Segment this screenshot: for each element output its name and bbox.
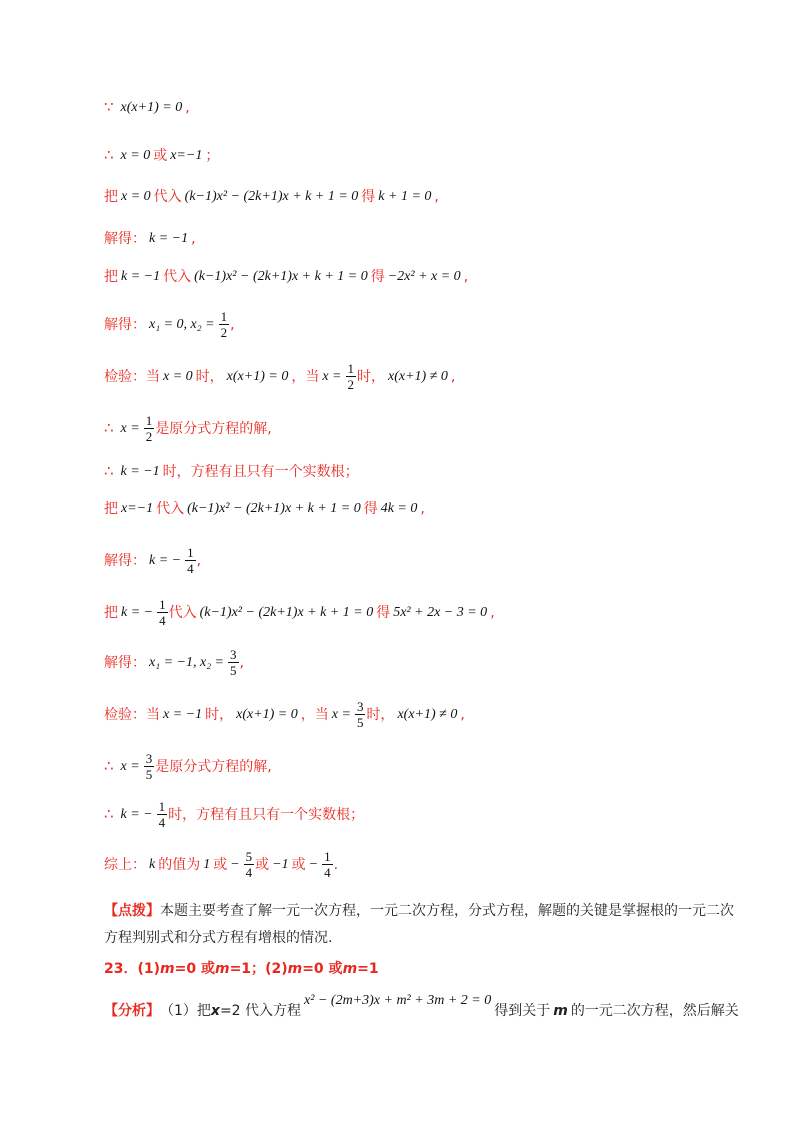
text: 代入 (168, 604, 197, 621)
fraction-numerator: 1 (347, 361, 354, 376)
therefore-symbol: ∴ (104, 462, 114, 480)
text: 是原分式方程的解, (155, 758, 272, 775)
variable: m (342, 961, 358, 977)
fraction-numerator: 5 (245, 849, 253, 864)
therefore-symbol: ∴ (104, 146, 114, 164)
text: 的值为 (158, 856, 201, 873)
text: 解得： (104, 654, 146, 671)
equation: k + 1 = 0 (378, 189, 432, 204)
equation: x(x+1) ≠ 0 (397, 706, 458, 722)
variable: m (214, 961, 230, 977)
step-line-14 (104, 700, 740, 729)
punct: ； (205, 147, 220, 164)
text: 得到关于 (494, 1003, 551, 1019)
text: 把 (104, 501, 118, 517)
step-line-11 (104, 546, 740, 575)
equation: k = −1 (121, 269, 161, 284)
equation: x(x+1) = 0 (226, 368, 289, 384)
step-line-2 (104, 148, 740, 163)
therefore-symbol: ∴ (104, 419, 114, 437)
punct: , (420, 501, 425, 517)
text: 或 (213, 856, 228, 873)
therefore-symbol: ∴ (104, 757, 114, 775)
fraction-denominator: 5 (145, 767, 153, 782)
fraction (355, 700, 366, 729)
step-line-7 (104, 362, 740, 391)
equation: x=−1 (121, 501, 154, 516)
equation: k = − (121, 604, 154, 620)
text: =0 或 (302, 961, 343, 977)
step-line-3 (104, 190, 740, 204)
equation: k = − (120, 806, 153, 822)
equation: x = (120, 758, 140, 774)
fraction-denominator: 5 (230, 663, 237, 678)
punct: , (185, 99, 190, 116)
equation: x(x+1) = 0 (120, 99, 183, 115)
text: ，当 (300, 706, 329, 723)
fraction-numerator: 1 (145, 413, 153, 428)
text: =2 代入方程 (219, 1003, 302, 1019)
step-line-4 (104, 232, 740, 246)
punct: , (460, 706, 465, 723)
variable: m (160, 961, 175, 977)
variable: m (553, 1003, 568, 1019)
text: 解得： (104, 552, 146, 569)
equation: 5x² + 2x − 3 = 0 (393, 604, 488, 620)
equation: x = 0 (121, 189, 151, 204)
fraction-denominator: 5 (356, 715, 364, 730)
text: （1）把 (160, 1003, 211, 1019)
value: 1 (203, 856, 211, 872)
part-2-label: (2) (265, 961, 288, 977)
text: 把 (104, 604, 118, 621)
analysis-line (104, 993, 740, 1019)
text: 时， (357, 368, 385, 385)
punct: , (191, 231, 196, 247)
tip-paragraph (104, 898, 740, 952)
fraction-denominator: 2 (220, 325, 228, 340)
fraction (228, 648, 239, 677)
text: 综上： (104, 856, 146, 873)
step-line-10 (104, 502, 740, 516)
text: 时，方程有且只有一个实数根； (168, 806, 365, 823)
equation: (k−1)x² − (2k+1)x + k + 1 = 0 (194, 269, 368, 284)
equation: x² − (2m+3)x + m² + 3m + 2 = 0 (304, 993, 492, 1008)
punct: , (490, 604, 495, 621)
punct: , (239, 654, 244, 671)
step-line-8 (104, 414, 740, 443)
text: 得 (376, 604, 391, 621)
text: 得 (363, 501, 378, 517)
equation: −2x² + x = 0 (387, 269, 461, 284)
punct: , (230, 316, 235, 333)
equation: x = (322, 368, 342, 384)
fraction-numerator: 1 (187, 545, 194, 560)
value-sign: − (308, 856, 319, 872)
equation: x(x+1) ≠ 0 (388, 368, 448, 384)
text: =1 (357, 961, 379, 977)
fraction (322, 850, 333, 879)
fraction-numerator: 1 (220, 309, 228, 324)
tip-tag: 【点拨】 (104, 903, 160, 919)
value: −1 (272, 856, 289, 872)
because-symbol: ∵ (104, 98, 114, 116)
step-line-13 (104, 648, 740, 677)
fraction (346, 362, 357, 391)
question-23-answer (104, 962, 740, 976)
fraction-denominator: 2 (145, 429, 153, 444)
fraction-denominator: 4 (187, 561, 194, 576)
variable: m (287, 961, 303, 977)
text: 解得： (104, 231, 146, 247)
fraction-numerator: 1 (324, 849, 331, 864)
text: 代入 (163, 269, 192, 285)
fraction-numerator: 3 (145, 751, 153, 766)
equation: k = −1 (149, 231, 189, 246)
text: 得 (370, 269, 385, 285)
step-line-1 (104, 100, 740, 115)
text: 代入 (153, 189, 182, 205)
text: 或 (291, 856, 306, 873)
equation: x = 0 (120, 147, 151, 163)
punct: . (333, 856, 339, 873)
step-line-16 (104, 800, 740, 829)
text: 解得： (104, 316, 146, 333)
punct: , (463, 269, 469, 285)
equation: 4k = 0 (380, 501, 418, 516)
equation: x = −1 (163, 706, 203, 722)
text: ，当 (291, 368, 320, 385)
text: 时， (366, 706, 395, 723)
fraction (219, 310, 230, 339)
therefore-symbol: ∴ (104, 805, 114, 823)
text: 时，方程有且只有一个实数根； (162, 463, 359, 480)
fraction (157, 598, 168, 627)
equation: (k−1)x² − (2k+1)x + k + 1 = 0 (184, 189, 359, 204)
text: 把 (104, 189, 118, 205)
question-number: 23． (104, 961, 138, 977)
text: 把 (104, 269, 118, 285)
equation: (k−1)x² − (2k+1)x + k + 1 = 0 (187, 501, 361, 516)
fraction (157, 800, 168, 829)
text: =0 或 (174, 961, 215, 977)
punct: , (196, 552, 202, 569)
part-1-label: (1) (137, 961, 161, 977)
text: 或 (255, 856, 270, 873)
variable: x (210, 1003, 220, 1019)
analysis-tag: 【分析】 (104, 1003, 160, 1019)
punct: , (434, 189, 439, 205)
summary-line (104, 850, 740, 879)
fraction-denominator: 4 (324, 865, 331, 880)
fraction-denominator: 2 (347, 377, 354, 392)
text: 代入 (156, 501, 185, 517)
text: 得 (361, 189, 376, 205)
equation: x₁ = 0, x₂ = (149, 316, 215, 332)
text: 时， (195, 368, 224, 385)
equation: k = − (149, 552, 182, 568)
fraction-numerator: 3 (230, 647, 237, 662)
tip-text: 本题主要考查了解一元一次方程，一元二次方程，分式方程，解题的关键是掌握根的一元二次方程判别式和分式方程有增根的情况. (104, 903, 734, 946)
fraction (144, 752, 155, 781)
equation: x = (120, 420, 140, 436)
fraction-denominator: 4 (158, 815, 166, 830)
step-line-12 (104, 598, 740, 627)
text: 的一元二次方程，然后解关 (570, 1003, 739, 1019)
equation: x₁ = −1, x₂ = (149, 654, 225, 670)
punct: , (450, 368, 456, 385)
step-line-6 (104, 310, 740, 339)
step-line-15 (104, 752, 740, 781)
equation: x=−1 (170, 147, 203, 163)
step-line-9 (104, 464, 740, 479)
text: 是原分式方程的解, (155, 420, 272, 437)
fraction-numerator: 1 (159, 597, 166, 612)
fraction (244, 850, 255, 879)
equation: x = (331, 706, 351, 722)
text: 检验：当 (104, 368, 160, 385)
equation: (k−1)x² − (2k+1)x + k + 1 = 0 (199, 604, 374, 620)
text: 检验：当 (104, 706, 160, 723)
text: 时， (205, 706, 234, 723)
fraction-numerator: 1 (158, 799, 166, 814)
variable: k (149, 856, 156, 872)
fraction-denominator: 4 (159, 613, 166, 628)
fraction-denominator: 4 (245, 865, 253, 880)
equation: x(x+1) = 0 (236, 706, 298, 722)
text: 或 (153, 147, 168, 164)
fraction-numerator: 3 (356, 699, 364, 714)
equation: k = −1 (120, 463, 160, 479)
fraction (185, 546, 196, 575)
equation: x = 0 (163, 368, 193, 384)
value-sign: − (230, 856, 240, 872)
fraction (144, 414, 155, 443)
text: =1； (229, 961, 266, 977)
step-line-5 (104, 270, 740, 284)
